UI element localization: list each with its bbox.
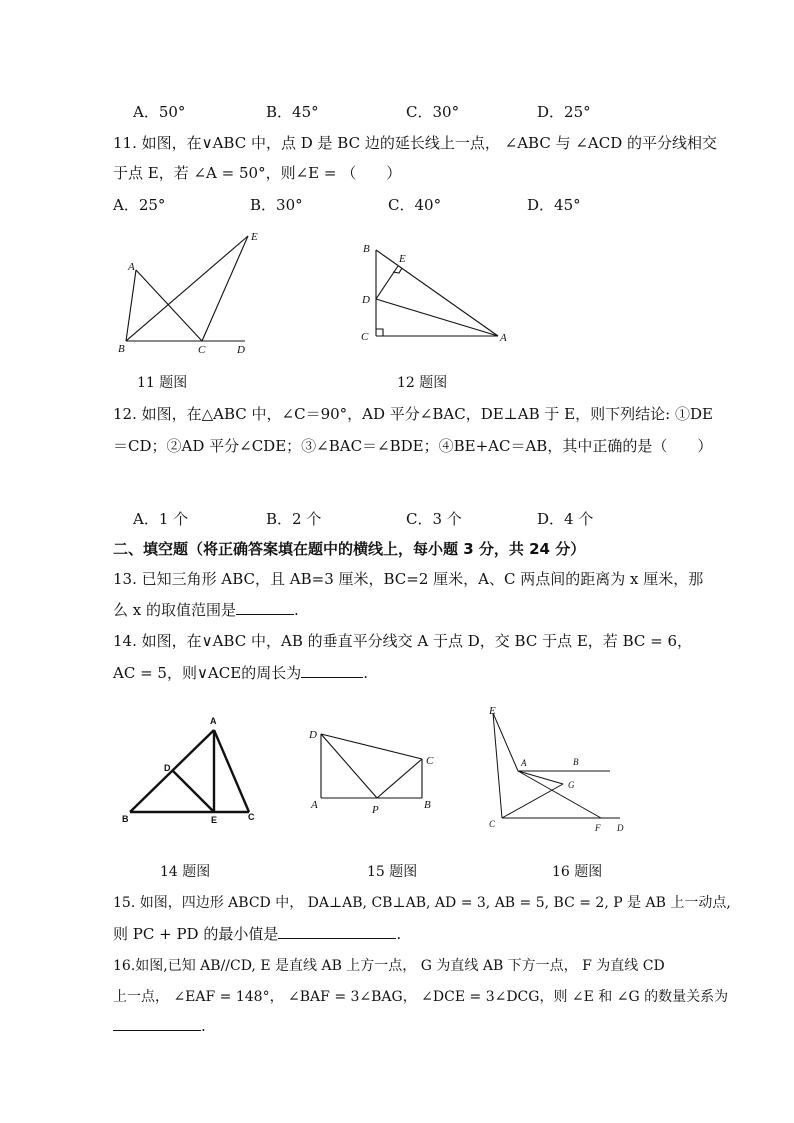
q14-text-line2 <box>113 662 368 683</box>
q16-period: . <box>201 1017 206 1035</box>
q10-option-d: D．25° <box>537 103 591 121</box>
q15-period: . <box>396 925 402 943</box>
fig14-label-b: B <box>122 814 129 824</box>
fig15-label-p: P <box>372 804 379 816</box>
fig14-label-d: D <box>164 763 171 773</box>
fig11-label-e: E <box>251 231 258 243</box>
caption-12: 12 题图 <box>397 375 448 391</box>
q14-text-line1: 14. 如图，在∨ABC 中，AB 的垂直平分线交 A 于点 D，交 BC 于点 E，若 BC = 6， <box>113 632 692 650</box>
q13-text-line2 <box>113 599 299 620</box>
q16-text-line3 <box>113 1016 206 1035</box>
fig16-label-c: C <box>489 819 496 829</box>
q14-period: . <box>363 664 368 682</box>
fig11-label-d: D <box>237 344 245 356</box>
fig16-label-d: D <box>617 823 624 833</box>
figure-14 <box>118 712 268 827</box>
q11-option-d: D．45° <box>527 196 581 214</box>
q12-option-b: B．2 个 <box>266 510 322 528</box>
fig16-label-f: F <box>595 823 601 833</box>
figure-12 <box>355 238 515 348</box>
q11-option-c: C．40° <box>388 196 442 214</box>
caption-11: 11 题图 <box>137 375 188 391</box>
fig16-label-a: A <box>521 758 527 768</box>
q11-text-line2: 于点 E，若 ∠A = 50°，则∠E = （ ） <box>113 164 402 182</box>
q16-answer-blank[interactable] <box>113 1016 201 1031</box>
q13-period: . <box>294 601 299 619</box>
figure-11 <box>110 230 270 360</box>
q10-option-c: C．30° <box>406 103 460 121</box>
q14-text: AC = 5，则∨ACE的周长为 <box>113 664 302 682</box>
fig14-label-a: A <box>210 716 217 726</box>
fig16-label-e: E <box>489 705 496 717</box>
q13-text: 么 x 的取值范围是 <box>113 601 236 619</box>
fig12-label-c: C <box>361 331 369 343</box>
fig15-label-c: C <box>426 755 434 767</box>
q11-option-b: B．30° <box>250 196 303 214</box>
q12-option-d: D．4 个 <box>537 510 594 528</box>
figure-15 <box>305 722 445 822</box>
fig16-label-g: G <box>568 780 575 790</box>
q10-option-b: B．45° <box>266 103 319 121</box>
fig15-label-b: B <box>424 799 431 811</box>
fig15-label-d: D <box>309 729 317 741</box>
fig11-label-b: B <box>118 343 125 355</box>
fig14-label-c: C <box>248 812 255 822</box>
q16-text-line2: 上一点， ∠EAF = 148°， ∠BAF = 3∠BAG， ∠DCE = 3∠DCG，则 ∠E 和 ∠G 的数量关系为 <box>113 989 729 1005</box>
fig12-label-b: B <box>363 243 370 255</box>
q11-option-a: A．25° <box>113 196 166 214</box>
caption-15: 15 题图 <box>367 864 418 880</box>
caption-16: 16 题图 <box>552 864 603 880</box>
fig12-label-d: D <box>362 294 370 306</box>
q15-answer-blank[interactable] <box>278 924 396 939</box>
fig11-label-a: A <box>128 261 135 273</box>
q11-text-line1: 11. 如图，在∨ABC 中，点 D 是 BC 边的延长线上一点， ∠ABC 与 ∠ACD 的平分线相交 <box>113 134 718 152</box>
section-heading-fill-in: 二、填空题（将正确答案填在题中的横线上，每小题 3 分，共 24 分） <box>113 540 586 558</box>
q15-text-line1: 15. 如图，四边形 ABCD 中， DA⊥AB, CB⊥AB, AD = 3, AB = 5, BC = 2, P 是 AB 上一动点, <box>113 895 731 911</box>
fig12-label-e: E <box>399 253 406 265</box>
caption-14: 14 题图 <box>160 864 211 880</box>
fig14-label-e: E <box>211 815 218 825</box>
fig11-label-c: C <box>198 344 206 356</box>
fig15-label-a: A <box>311 799 318 811</box>
q15-text-line2 <box>113 923 401 944</box>
q16-text-line1: 16.如图,已知 AB//CD, E 是直线 AB 上方一点， G 为直线 AB 下方一点， F 为直线 CD <box>113 958 665 974</box>
fig12-label-a: A <box>500 332 507 344</box>
q13-answer-blank[interactable] <box>236 600 294 615</box>
q12-option-a: A．1 个 <box>133 510 189 528</box>
q10-option-a: A．50° <box>133 103 186 121</box>
q13-text-line1: 13. 已知三角形 ABC，且 AB=3 厘米，BC=2 厘米，A、C 两点间的距离为 x 厘米，那 <box>113 570 704 588</box>
q12-text-line1: 12. 如图，在△ABC 中，∠C＝90°，AD 平分∠BAC，DE⊥AB 于 E，则下列结论: ①DE <box>113 405 713 423</box>
q14-answer-blank[interactable] <box>301 663 363 678</box>
q12-option-c: C．3 个 <box>406 510 462 528</box>
q12-text-line2: ＝CD；②AD 平分∠CDE；③∠BAC＝∠BDE；④BE+AC＝AB，其中正确的是（ ） <box>113 437 713 455</box>
figure-16 <box>480 700 640 840</box>
q15-text: 则 PC + PD 的最小值是 <box>113 925 279 943</box>
fig16-label-b: B <box>573 757 579 767</box>
